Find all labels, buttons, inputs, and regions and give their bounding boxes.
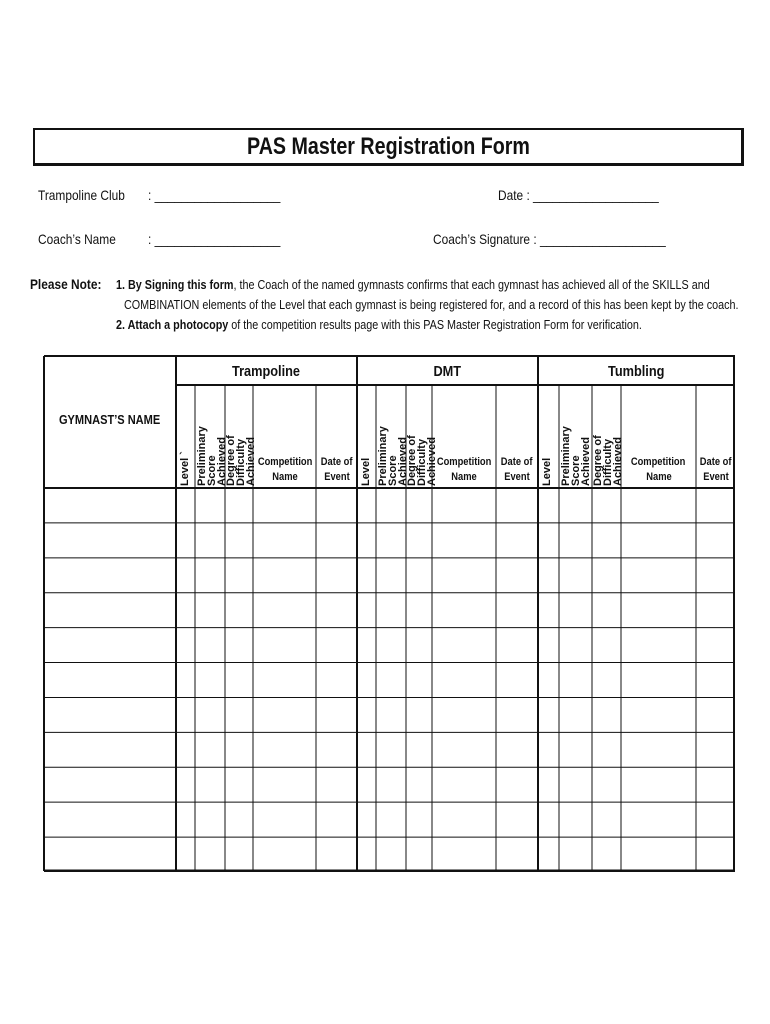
gymnast-name-header: GYMNAST’S NAME — [58, 412, 161, 427]
form-title-box — [33, 128, 744, 166]
table-row[interactable] — [43, 593, 735, 628]
table-row[interactable] — [43, 767, 735, 802]
tumbling-prelim-header: Preliminary Score Achieved — [560, 426, 592, 486]
dmt-competition-header: Competition Name — [436, 456, 492, 483]
table-row[interactable] — [43, 523, 735, 558]
trampoline-club-label: Trampoline Club — [38, 187, 125, 203]
table-row[interactable] — [43, 837, 735, 872]
date-field[interactable]: Date : ___________________ — [498, 187, 659, 203]
registration-table — [43, 355, 735, 872]
dmt-dd-header: Degree of Difficulty Achieved — [406, 435, 438, 486]
dmt-date-header: Date of Event — [501, 456, 533, 483]
section-trampoline: Trampoline — [232, 363, 301, 380]
trampoline-dd-header: Degree of Difficulty Achieved — [225, 435, 257, 486]
trampoline-club-field[interactable]: : ___________________ — [148, 187, 281, 203]
trampoline-prelim-header: Preliminary Score Achieved — [196, 426, 228, 486]
table-row[interactable] — [43, 628, 735, 663]
coach-name-field[interactable]: : ___________________ — [148, 231, 281, 247]
table-row[interactable] — [43, 663, 735, 698]
coach-name-label: Coach’s Name — [38, 231, 116, 247]
note-line-1-rest: , the Coach of the named gymnasts confirms that each gymnast has achieved all of the SKILLS and — [233, 277, 710, 292]
note-line-1 — [116, 277, 770, 292]
table-row[interactable] — [43, 802, 735, 837]
table-row[interactable] — [43, 732, 735, 767]
tumbling-date-header: Date of Event — [699, 456, 732, 483]
note-line-2: COMBINATION elements of the Level that each gymnast is being registered for, and a record of this has been kept by the coach. — [124, 297, 739, 312]
table-row[interactable] — [43, 697, 735, 732]
trampoline-date-header: Date of Event — [320, 456, 353, 483]
tumbling-level-header: Level — [541, 457, 553, 486]
section-tumbling: Tumbling — [608, 363, 665, 380]
trampoline-competition-header: Competition Name — [257, 456, 313, 483]
dmt-level-header: Level — [360, 457, 372, 486]
table-row[interactable] — [43, 558, 735, 593]
note-line-3-rest: of the competition results page with this PAS Master Registration Form for verification. — [228, 317, 642, 332]
section-dmt: DMT — [433, 363, 462, 380]
tumbling-competition-header: Competition Name — [631, 456, 686, 483]
note-line-3-bold: 2. Attach a photocopy — [116, 317, 229, 332]
trampoline-level-header: Level ` — [179, 451, 191, 486]
table-row[interactable] — [43, 488, 735, 523]
form-title: PAS Master Registration Form — [246, 132, 530, 160]
note-line-3 — [116, 317, 750, 332]
coach-signature-field[interactable]: Coach’s Signature : ___________________ — [433, 231, 666, 247]
please-note-label: Please Note: — [30, 276, 102, 292]
tumbling-dd-header: Degree of Difficulty Achieved — [592, 435, 624, 486]
dmt-prelim-header: Preliminary Score Achieved — [377, 426, 409, 486]
note-line-1-bold: 1. By Signing this form — [116, 277, 234, 292]
